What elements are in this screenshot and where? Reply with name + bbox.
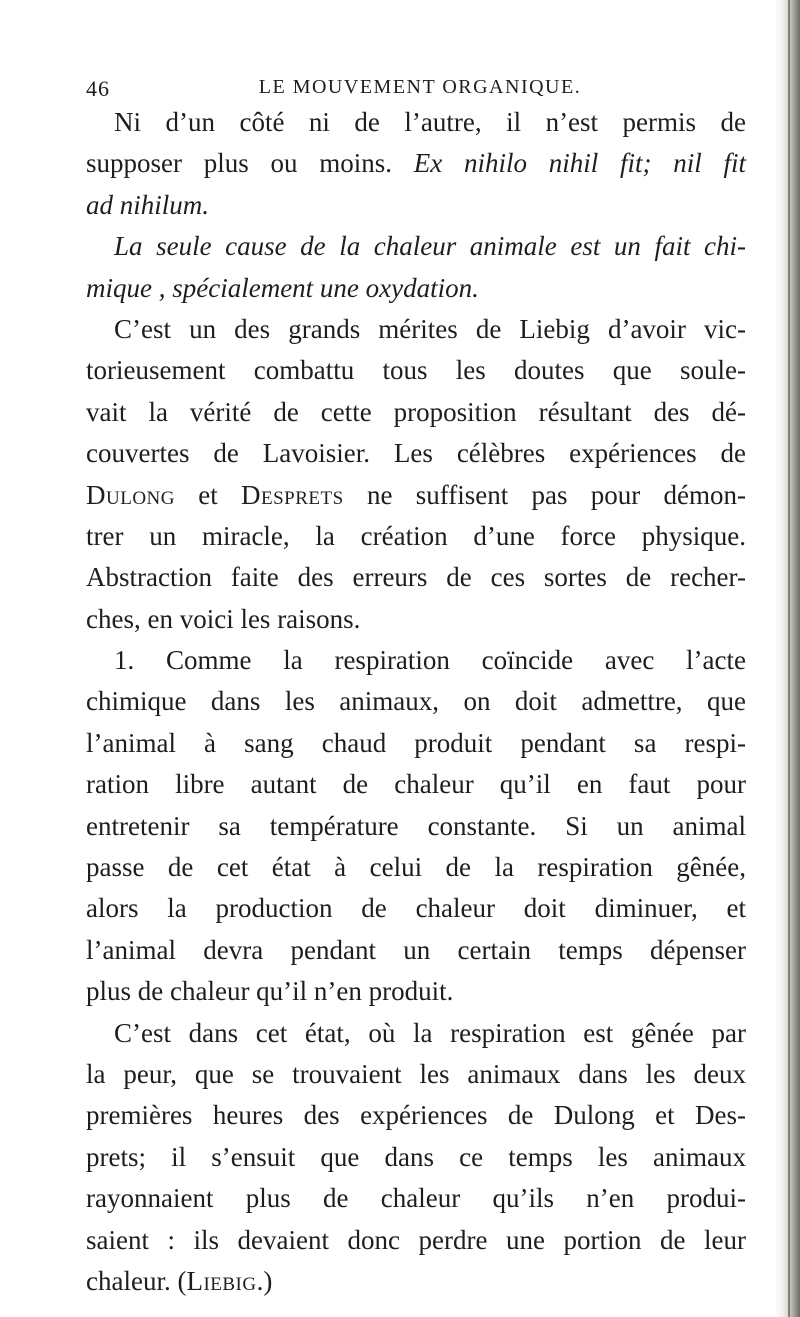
text-line: ad nihilum. [86, 189, 210, 220]
text-line: couvertes de Lavoisier. Les célèbres expériences de [86, 438, 746, 469]
header-title: LE MOUVEMENT ORGANIQUE. [258, 76, 582, 98]
author-name: Liebig [186, 1265, 257, 1296]
text-run: supposer plus ou moins. [86, 148, 414, 179]
text-line: prets; il s’ensuit que dans ce temps les animaux [86, 1141, 746, 1172]
text-run: ne suffisent pas pour démon- [343, 479, 746, 510]
text-run: et [175, 479, 242, 510]
text-line: Abstraction faite des erreurs de ces sortes de recher- [86, 562, 746, 593]
text-line: passe de cet état à celui de la respiration gênée, [86, 852, 746, 883]
text-line: Ni d’un côté ni de l’autre, il n’est permis de [114, 107, 746, 137]
text-line: torieusement combattu tous les doutes que soule- [86, 355, 746, 386]
text-line: la peur, que se trouvaient les animaux dans les deux [86, 1058, 746, 1089]
text-line: trer un miracle, la création d’une force physique. [86, 520, 746, 551]
text-line: plus de chaleur qu’il n’en produit. [86, 976, 454, 1007]
author-name: Dulong [86, 479, 175, 510]
text-line: l’animal à sang chaud produit pendant sa respi- [86, 727, 746, 758]
text-run: .) [256, 1265, 273, 1296]
author-name: Desprets [241, 479, 344, 510]
body-text [86, 102, 746, 1302]
text-line: chimique dans les animaux, on doit admettre, que [86, 686, 746, 717]
text-line [86, 143, 746, 184]
text-line: C’est un des grands mérites de Liebig d’avoir vic- [114, 313, 746, 344]
text-line: vait la vérité de cette proposition résultant des dé- [86, 396, 746, 427]
text-line [86, 1261, 746, 1302]
text-line: ches, en voici les raisons. [86, 603, 361, 634]
text-run: chaleur. ( [86, 1265, 187, 1296]
text-line: alors la production de chaleur doit diminuer, et [86, 893, 746, 924]
text-line: ration libre autant de chaleur qu’il en faut pour [86, 769, 746, 800]
text-line: l’animal devra pendant un certain temps dépenser [86, 934, 746, 965]
text-line: saient : ils devaient donc perdre une portion de leur [86, 1224, 746, 1255]
text-line: premières heures des expériences de Dulong et Des- [86, 1100, 746, 1131]
text-line: C’est dans cet état, où la respiration est gênée par [114, 1017, 746, 1048]
page-number: 46 [86, 76, 110, 101]
latin-phrase: Ex nihilo nihil fit; nil fit [413, 148, 746, 179]
text-line: La seule cause de la chaleur animale est un fait chi- [114, 231, 746, 262]
text-line: rayonnaient plus de chaleur qu’ils n’en produi- [86, 1183, 746, 1214]
page-edge-shadow [774, 0, 800, 1317]
page-edge-line [788, 0, 790, 1317]
text-line: mique , spécialement une oxydation. [86, 272, 479, 303]
text-line: 1. Comme la respiration coïncide avec l’acte [114, 645, 746, 676]
text-line: entretenir sa température constante. Si un animal [86, 810, 746, 841]
text-line [86, 475, 746, 516]
